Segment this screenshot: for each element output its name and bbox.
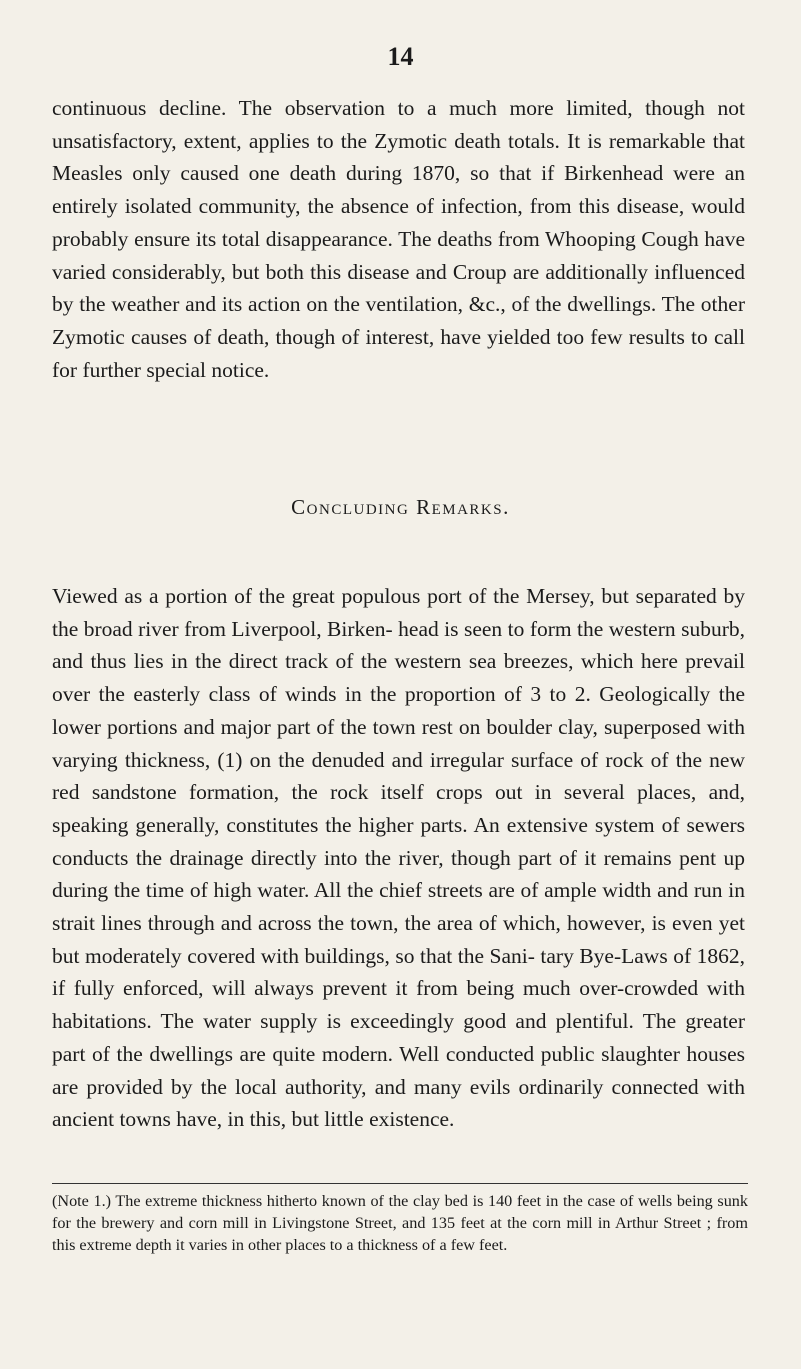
- footnote: (Note 1.) The extreme thickness hitherto known of the clay bed is 140 feet in the case of wells being sunk for the brewery and corn mill in Livingstone Street, and 135 feet at the corn mill in Arthur Street ; from this extreme depth it varies in other places to a thickness of a few feet.: [52, 1192, 748, 1254]
- section-heading: Concluding Remarks.: [291, 495, 510, 519]
- body-paragraph-2: Viewed as a portion of the great populous port of the Mersey, but separated by the broad river from Liverpool, Birken- head is seen to form the western suburb, and thus lies in the direct track of the western sea breezes, which here prevail over the easterly class of winds in the proportion of 3 to 2. Geologically the lower portions and major part of the town rest on boulder clay, superposed with varying thickness, (1) on the denuded and irregular surface of rock of the new red sandstone formation, the rock itself crops out in several places, and, speaking generally, constitutes the higher parts. An extensive system of sewers conducts the drainage directly into the river, though part of it remains pent up during the time of high water. All the chief streets are of ample width and run in strait lines through and across the town, the area of which, however, is even yet but moderately covered with buildings, so that the Sani- tary Bye-Laws of 1862, if fully enforced, will always prevent it from being much over-crowded with habitations. The water supply is exceedingly good and plentiful. The greater part of the dwellings are quite modern. Well conducted public slaughter houses are provided by the local authority, and many evils ordinarily connected with ancient towns have, in this, but little existence.: [52, 584, 745, 1132]
- body-paragraph-1: continuous decline. The observation to a much more limited, though not unsatisfactory, extent, applies to the Zymotic death totals. It is remarkable that Measles only caused one death during 1870, so that if Birkenhead were an entirely isolated community, the absence of infection, from this disease, would probably ensure its total disappearance. The deaths from Whooping Cough have varied considerably, but both this disease and Croup are additionally influenced by the weather and its action on the ventilation, &c., of the dwellings. The other Zymotic causes of death, though of interest, have yielded too few results to call for further special notice.: [52, 96, 745, 382]
- page-number: 14: [387, 42, 414, 71]
- footnote-divider: [52, 1183, 748, 1184]
